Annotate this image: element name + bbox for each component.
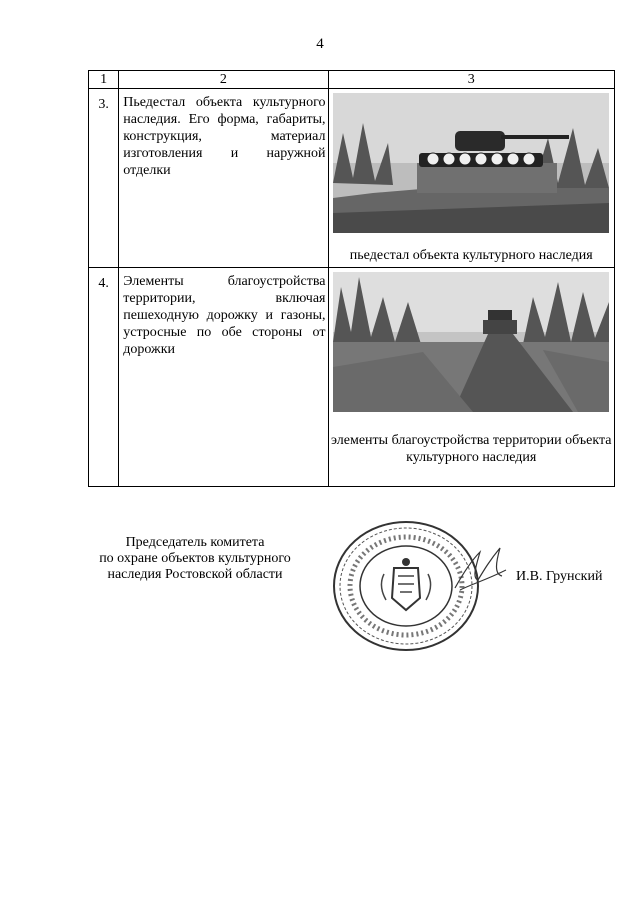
row-photo-cell — [328, 268, 615, 487]
row-photo-cell — [328, 89, 615, 268]
heritage-elements-table — [88, 70, 615, 487]
signatory-name: И.В. Грунский — [516, 569, 603, 584]
column-header-3: 3 — [328, 71, 615, 89]
tank-monument-photo — [333, 93, 609, 233]
table-row — [89, 268, 615, 487]
page-number: 4 — [316, 36, 324, 52]
handwritten-signature-icon — [450, 540, 510, 600]
row-number: 3. — [89, 89, 119, 268]
row-description: Пьедестал объекта культурного наследия. Его форма, габариты, конструкция, материал изготовления и наружной отделки — [119, 89, 328, 268]
pathway-photo — [333, 272, 609, 412]
table-header-row — [89, 71, 615, 89]
column-header-1: 1 — [89, 71, 119, 89]
photo-caption: пьедестал объекта культурного наследия — [349, 248, 593, 263]
table-row — [89, 89, 615, 268]
signatory-title-line: Председатель комитета — [125, 535, 265, 550]
signatory-title — [70, 535, 320, 583]
signatory-title-line: наследия Ростовской области — [107, 567, 283, 582]
row-description: Элементы благоустройства территории, включая пешеходную дорожку и газоны, устросные по обе стороны от дорожки — [119, 268, 328, 487]
signatory-title-line: по охране объектов культурного — [99, 551, 291, 566]
photo-caption: элементы благоустройства территории объекта культурного наследия — [331, 433, 612, 465]
column-header-2: 2 — [119, 71, 328, 89]
row-number: 4. — [89, 268, 119, 487]
